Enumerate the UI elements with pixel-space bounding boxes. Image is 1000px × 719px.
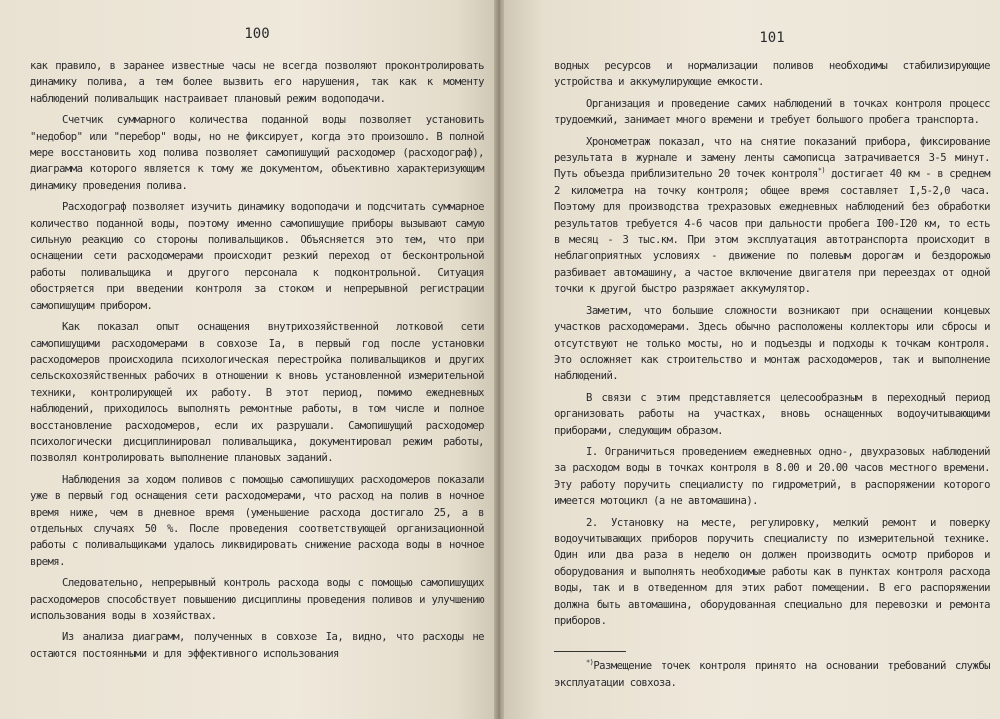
paragraph: Наблюдения за ходом поливов с помощью самопишущих расходомеров показали уже в первый год оснащения сети расходомерами, что расход на полив в ночное время ниже, чем в дневное время (уменьшение расхода достигало 25, а в отдельных случаях 50 %. После проведения соответствующей организационной работы с поливальщиками удалось ликвидировать снижение расхода воды в ночное время. xyxy=(30,473,484,568)
paragraph xyxy=(554,134,990,298)
paragraph: В связи с этим представляется целесообразным в переходный период организовать работы на участках, вновь оснащенных водоучитывающими приборами, следующим образом. xyxy=(554,391,990,437)
right-page xyxy=(504,0,1000,719)
paragraph: Следовательно, непрерывный контроль расхода воды с помощью самопишущих расходомеров способствует повышению дисциплины проведения поливов и улучшению использования воды в хозяйствах. xyxy=(30,577,484,622)
page-number-right: 101 xyxy=(759,30,785,46)
footnote-marker: *) xyxy=(586,658,594,667)
paragraph: Заметим, что большие сложности возникают при оснащении концевых участков расходомерами. Здесь обычно расположены коллекторы или сбросы и отсутствуют не только мосты, но и подъезды и подходы к точкам контроля. Это осложняет как строительство и монтаж расходомеров, так и выполнение наблюдений. xyxy=(554,304,990,383)
paragraph: Из анализа диаграмм, полученных в совхозе Iа, видно, что расходы не остаются постоянными и для эффективного использования xyxy=(30,631,484,660)
paragraph: Расходограф позволяет изучить динамику водоподачи и подсчитать суммарное количество поданной воды, поэтому именно самопишущие приборы вызывают самую сильную реакцию со стороны поливальщиков. Объясняется это тем, что при оснащении сети расходомерами происходит резкий переход от бесконтрольной работы поливальщика и другого персонала к подконтрольной. Ситуация обостряется при введении контроля за стоком и непрерывной регистрации самопишущим прибором. xyxy=(30,201,484,312)
paragraph: как правило, в заранее известные часы не всегда позволяют проконтролировать динамику полива, а тем более вызвить его нарушения, так как к моменту наблюдений поливальщик настраивает плановый режим водоподачи. xyxy=(30,60,484,105)
footnote-text: Размещение точек контроля принято на основании требований службы эксплуатации совхоза. xyxy=(554,660,990,689)
page-number-left: 100 xyxy=(244,26,270,42)
paragraph: 2. Установку на месте, регулировку, мелкий ремонт и поверку водоучитывающих приборов поручить специалисту по измерительной технике. Один или два раза в неделю он должен производить осмотр приборов и оборудования и выполнять необходимые работы как в пунктах контроля расхода воды, так и в отведенном для этих работ помещении. В его распоряжении должна быть автомашина, оборудованная специально для перевозки и ремонта приборов. xyxy=(554,516,990,627)
footnote-divider xyxy=(554,651,626,652)
left-page xyxy=(0,0,496,719)
paragraph: Как показал опыт оснащения внутрихозяйственной лотковой сети самопишущими расходомерами в совхозе Iа, в первый год после установки расходомеров происходила психологическая перестройка поливальщиков и других сельскохозяйственных рабочих в отношении к вновь установленной измерительной техники, контролирующей их работу. В этот период, помимо ежедневных наблюдений, приходилось выполнять ремонтные работы, в том числе и полное восстановление расходомеров, если их разрушали. Самопишущий расходомер психологически дисциплинировал поливальщика, документировал режим работы, позволял контролировать выполнение плановых заданий. xyxy=(30,321,484,465)
paragraph-part: достигает 40 км - в среднем 2 километра на точку контроля; общее время составляет I,5-2,0 часа. Поэтому для производства трехразовых ежедневных наблюдений без обработки результатов требуется 4-6 часов при дальности пробега I00-I20 км, то есть в месяц - 3 тыс.км. При этом эксплуатация автотранспорта происходит в неблагоприятных условиях - движение по полевым дорогам и бездорожью разбивает автомашину, а частое включение двигателя при переездах от одной точки к другой быстро разряжает аккумулятор. xyxy=(554,168,990,296)
paragraph: Организация и проведение самих наблюдений в точках контроля процесс трудоемкий, занимает много времени и требует большого пробега транспорта. xyxy=(554,97,990,127)
left-page-text xyxy=(30,58,484,662)
right-page-text xyxy=(554,58,990,691)
paragraph: водных ресурсов и нормализации поливов необходимы стабилизирующие устройства и аккумулирующие емкости. xyxy=(554,60,990,89)
footnote-ref: *) xyxy=(817,166,826,175)
footnote xyxy=(554,658,990,691)
paragraph-part: Хронометраж показал, что на снятие показаний прибора, фиксирование результата в журнале и замену ленты самописца затрачивается 3-5 минут. Путь объезда приблизительно 20 точек контроля xyxy=(554,135,990,181)
paragraph: I. Ограничиться проведением ежедневных одно-, двухразовых наблюдений за расходом воды в точках контроля в 8.00 и 20.00 часов местного времени. Эту работу поручить специалисту по гидрометрий, в распоряжении которого имеется мотоцикл (а не автомашина). xyxy=(554,445,990,508)
paragraph: Счетчик суммарного количества поданной воды позволяет установить "недобор" или "перебор" воды, но не фиксирует, когда это произошло. В полной мере восстановить ход полива позволяет самопишущий расходомер (расходограф), диаграмма которого является к тому же документом, объективно характеризующим динамику проведения полива. xyxy=(30,114,484,192)
